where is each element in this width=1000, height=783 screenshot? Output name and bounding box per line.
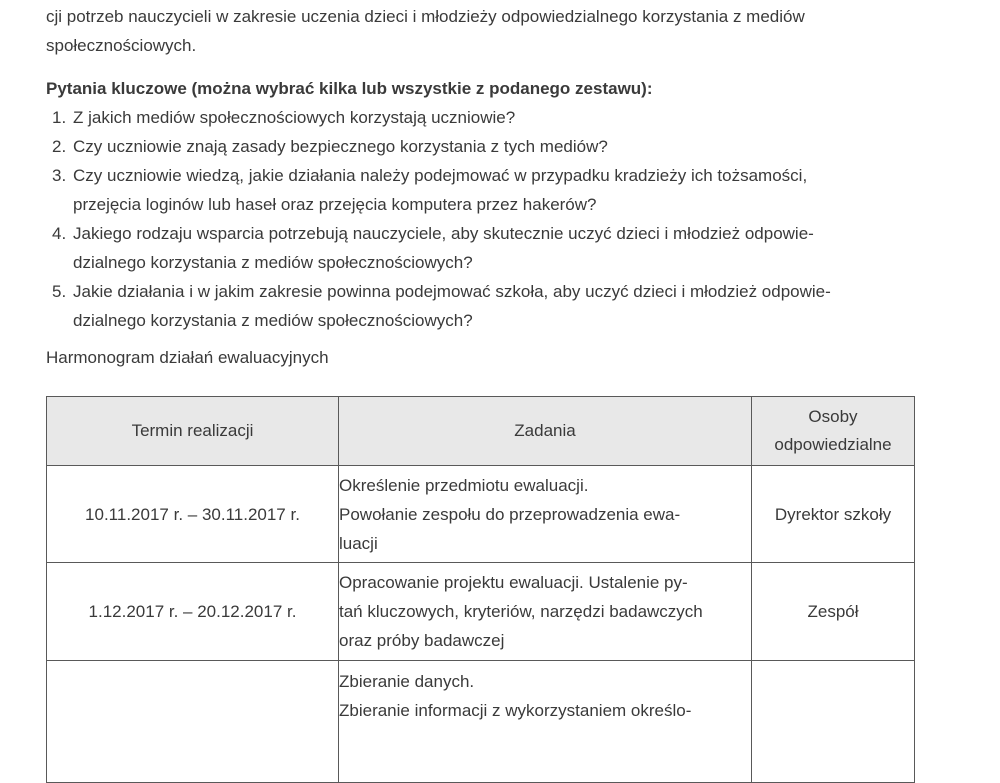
zadania-line: oraz próby badawczej [339, 631, 505, 650]
question-number: 4. [52, 224, 67, 243]
intro-line: społecznościowych. [46, 36, 197, 55]
intro-paragraph [46, 2, 915, 60]
question-line: Czy uczniowie wiedzą, jakie działania należy podejmować w przypadku kradzieży ich tożsamości, [73, 166, 808, 185]
table-row [47, 661, 915, 783]
question-item [52, 277, 915, 335]
cell-termin [47, 661, 339, 783]
header-cell-termin: Termin realizacji [47, 397, 339, 466]
question-line: Jakie działania i w jakim zakresie powinna podejmować szkoła, aby uczyć dzieci i młodzież odpowie- [73, 282, 831, 301]
cell-zadania [339, 466, 752, 563]
question-line: Czy uczniowie znają zasady bezpiecznego korzystania z tych mediów? [73, 137, 608, 156]
zadania-line: Określenie przedmiotu ewaluacji. [339, 475, 589, 495]
question-number: 5. [52, 282, 67, 301]
question-number: 2. [52, 137, 67, 156]
header-cell-osoby: Osoby odpowiedzialne [752, 397, 915, 466]
key-questions-heading: Pytania kluczowe (można wybrać kilka lub wszystkie z podanego zestawu): [46, 79, 653, 98]
table-header-row [47, 397, 915, 466]
question-number: 3. [52, 166, 67, 185]
question-line: przejęcia loginów lub haseł oraz przejęcia komputera przez hakerów? [73, 195, 597, 214]
question-item [52, 161, 915, 219]
question-line: dzialnego korzystania z mediów społecznościowych? [73, 311, 473, 330]
schedule-heading: Harmonogram działań ewaluacyjnych [46, 348, 329, 367]
zadania-line: tań kluczowych, kryteriów, narzędzi badawczych [339, 602, 703, 621]
cell-osoby [752, 661, 915, 783]
question-item [52, 103, 915, 132]
zadania-line: Powołanie zespołu do przeprowadzenia ewa- [339, 504, 681, 524]
header-cell-zadania: Zadania [339, 397, 752, 466]
zadania-line: luacji [339, 533, 378, 553]
cell-zadania [339, 661, 752, 783]
cell-termin: 10.11.2017 r. – 30.11.2017 r. [47, 466, 339, 563]
cell-zadania [339, 563, 752, 661]
question-number: 1. [52, 108, 67, 127]
question-item [52, 219, 915, 277]
cell-termin: 1.12.2017 r. – 20.12.2017 r. [47, 563, 339, 661]
schedule-table [46, 396, 915, 783]
cell-osoby: Zespół [752, 563, 915, 661]
table-row [47, 466, 915, 563]
question-list [46, 103, 915, 335]
question-item [52, 132, 915, 161]
zadania-line: Opracowanie projektu ewaluacji. Ustalenie py- [339, 573, 688, 592]
zadania-line: Zbieranie informacji z wykorzystaniem określo- [339, 701, 692, 720]
intro-line: cji potrzeb nauczycieli w zakresie uczenia dzieci i młodzieży odpowiedzialnego korzystania z mediów [46, 7, 805, 26]
table-row [47, 563, 915, 661]
question-line: Jakiego rodzaju wsparcia potrzebują nauczyciele, aby skutecznie uczyć dzieci i młodzież odpowie- [73, 224, 814, 243]
question-line: Z jakich mediów społecznościowych korzystają uczniowie? [73, 108, 516, 127]
zadania-line: Zbieranie danych. [339, 672, 475, 691]
cell-osoby: Dyrektor szkoły [752, 466, 915, 563]
question-line: dzialnego korzystania z mediów społecznościowych? [73, 253, 473, 272]
